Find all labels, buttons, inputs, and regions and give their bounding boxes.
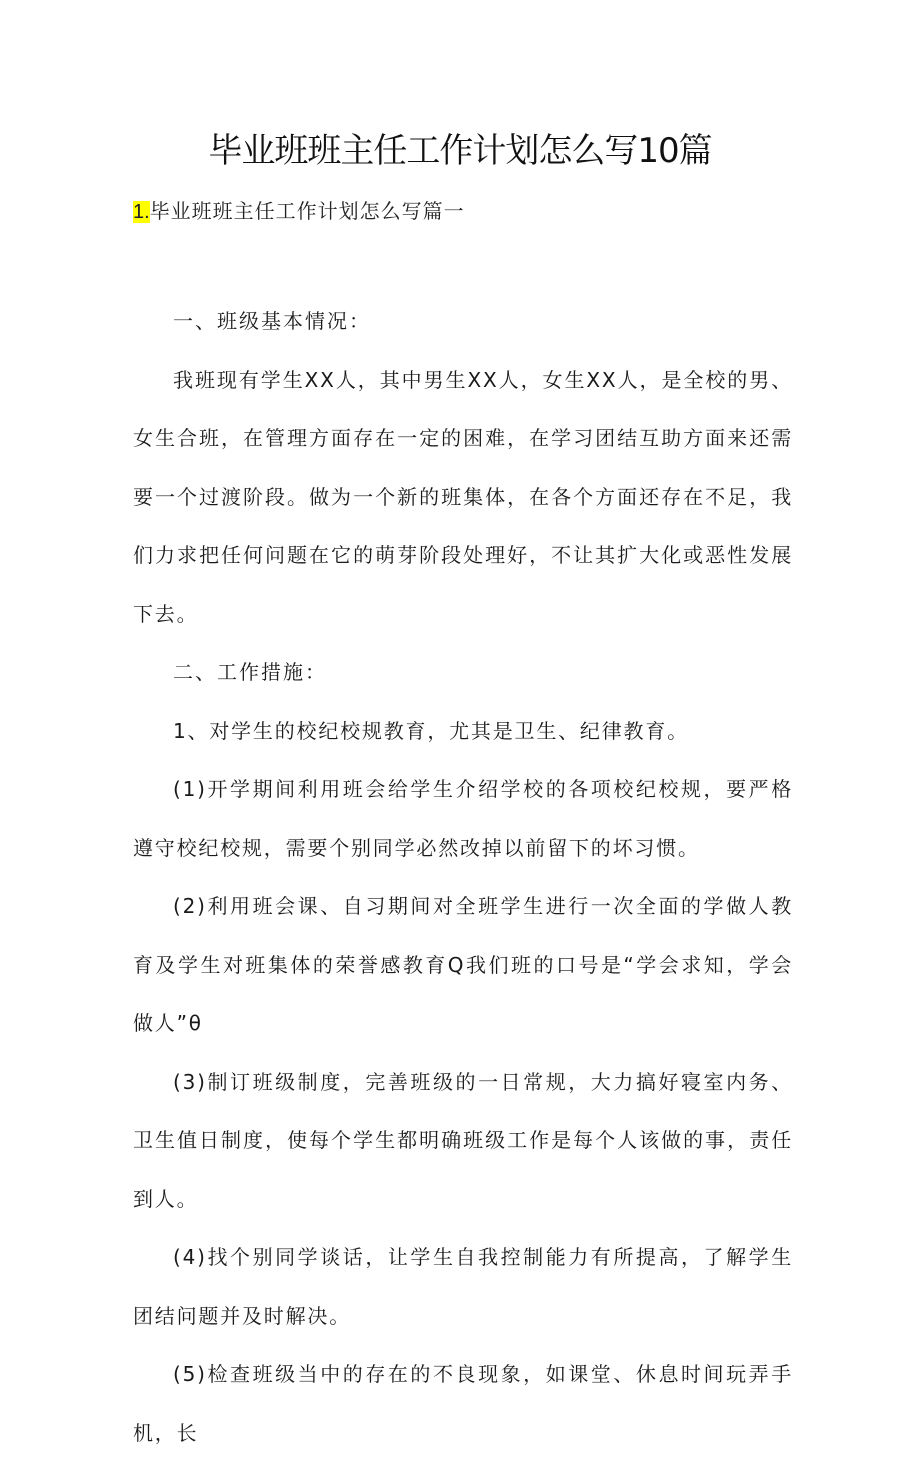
section-subtitle-text: 毕业班班主任工作计划怎么写篇一 (149, 199, 465, 223)
paragraph-item-5: (5)检查班级当中的存在的不良现象，如课堂、休息时间玩弄手机，长 (133, 1362, 793, 1445)
paragraph-item-3: (3)制订班级制度，完善班级的一日常规，大力搞好寝室内务、卫生值日制度，使每个学生都明确班级工作是每个人该做的事，责任到人。 (133, 1069, 793, 1211)
heading-work-measures: 二、工作措施： (173, 660, 327, 684)
paragraph-item-4: (4)找个别同学谈话，让学生自我控制能力有所提高，了解学生团结问题并及时解决。 (133, 1245, 793, 1328)
paragraph-item-1: (1)开学期间利用班会给学生介绍学校的各项校纪校规，要严格遵守校纪校规，需要个别同学必然改掉以前留下的坏习惯。 (133, 777, 793, 860)
document-body (133, 292, 793, 1462)
document-title: 毕业班班主任工作计划怎么写10篇 (208, 131, 712, 171)
section-subtitle (133, 196, 465, 227)
paragraph-class-overview: 我班现有学生XX人，其中男生XX人，女生XX人，是全校的男、女生合班，在管理方面存在一定的困难，在学习团结互助方面来还需要一个过渡阶段。做为一个新的班集体，在各个方面还存在不足，我们力求把任何问题在它的萌芽阶段处理好，不让其扩大化或恶性发展下去。 (133, 367, 793, 626)
paragraph-item-2: (2)利用班会课、自习期间对全班学生进行一次全面的学做人教育及学生对班集体的荣誉感教育Q我们班的口号是“学会求知，学会做人”θ (133, 894, 793, 1035)
heading-basic-situation: 一、班级基本情况： (173, 309, 371, 333)
section-number-highlight: 1. (133, 201, 150, 223)
paragraph-measure-1: 1、对学生的校纪校规教育，尤其是卫生、纪律教育。 (173, 718, 689, 743)
